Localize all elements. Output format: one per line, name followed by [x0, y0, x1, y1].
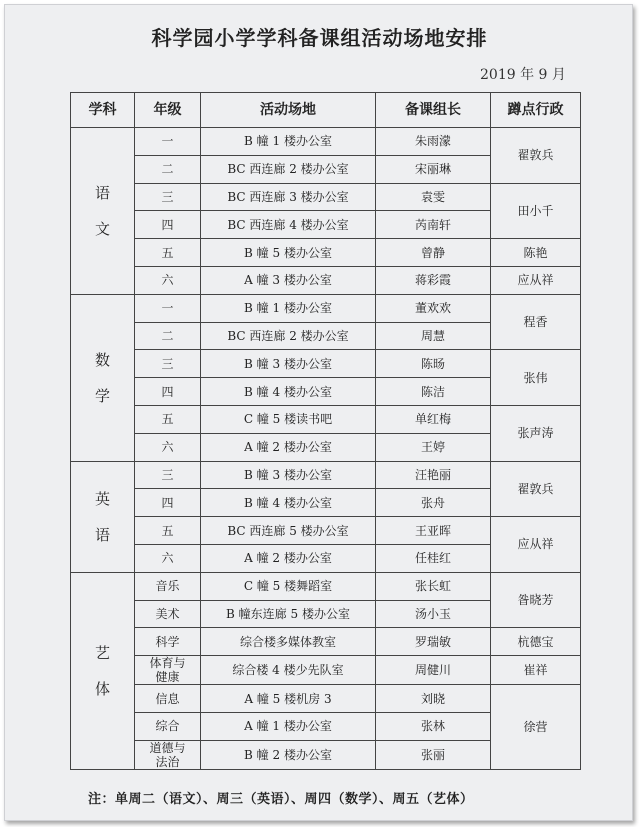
- admin-cell: 昝晓芳: [491, 572, 581, 628]
- leader-cell: 罗瑞敏: [376, 628, 491, 656]
- leader-cell: 袁雯: [376, 183, 491, 211]
- leader-cell: 朱雨濛: [376, 128, 491, 156]
- header-leader: 备课组长: [376, 93, 491, 128]
- grade-cell: 音乐: [135, 572, 201, 600]
- venue-cell: BC 西连廊 2 楼办公室: [201, 155, 376, 183]
- admin-cell: 陈艳: [491, 239, 581, 267]
- header-grade: 年级: [135, 93, 201, 128]
- venue-cell: BC 西连廊 2 楼办公室: [201, 322, 376, 350]
- grade-cell: 四: [135, 211, 201, 239]
- leader-cell: 王亚晖: [376, 517, 491, 545]
- venue-cell: B 幢 3 楼办公室: [201, 461, 376, 489]
- admin-cell: 杭德宝: [491, 628, 581, 656]
- table-row: [71, 350, 581, 378]
- leader-cell: 蒋彩霞: [376, 266, 491, 294]
- leader-cell: 张林: [376, 712, 491, 740]
- leader-cell: 宋丽琳: [376, 155, 491, 183]
- grade-cell: 体育与 健康: [135, 656, 201, 685]
- leader-cell: 芮南轩: [376, 211, 491, 239]
- venue-cell: 综合楼多媒体教室: [201, 628, 376, 656]
- grade-cell: 综合: [135, 712, 201, 740]
- grade-cell: 四: [135, 378, 201, 406]
- venue-cell: BC 西连廊 4 楼办公室: [201, 211, 376, 239]
- subject-char: 数: [94, 350, 110, 369]
- grade-cell: 三: [135, 461, 201, 489]
- leader-cell: 陈洁: [376, 378, 491, 406]
- grade-cell: 五: [135, 405, 201, 433]
- venue-cell: B 幢 5 楼办公室: [201, 239, 376, 267]
- document-date: 2019 年 9 月: [480, 67, 566, 83]
- table-row: [71, 656, 581, 685]
- table-row: [71, 461, 581, 489]
- admin-cell: 张声涛: [491, 405, 581, 461]
- venue-cell: B 幢 4 楼办公室: [201, 489, 376, 517]
- grade-cell: 三: [135, 350, 201, 378]
- table-row: [71, 405, 581, 433]
- venue-cell: BC 西连廊 3 楼办公室: [201, 183, 376, 211]
- table-row: [71, 685, 581, 713]
- subject-char: 艺: [94, 643, 110, 662]
- admin-cell: 翟敦兵: [491, 128, 581, 184]
- table-row: [71, 128, 581, 156]
- leader-cell: 汪艳丽: [376, 461, 491, 489]
- grade-cell: 六: [135, 266, 201, 294]
- leader-cell: 张丽: [376, 740, 491, 769]
- grade-cell: 五: [135, 239, 201, 267]
- subject-char: 语: [94, 183, 110, 202]
- subject-cell: [71, 461, 135, 572]
- venue-cell: B 幢 4 楼办公室: [201, 378, 376, 406]
- leader-cell: 刘晓: [376, 685, 491, 713]
- admin-cell: 程香: [491, 294, 581, 350]
- grade-cell: 科学: [135, 628, 201, 656]
- table-row: [71, 294, 581, 322]
- leader-cell: 周慧: [376, 322, 491, 350]
- table-row: [71, 572, 581, 600]
- venue-cell: 综合楼 4 楼少先队室: [201, 656, 376, 685]
- document-title: 科学园小学学科备课组活动场地安排: [151, 26, 488, 50]
- subject-char: 文: [94, 219, 110, 238]
- grade-cell: 六: [135, 544, 201, 572]
- grade-cell: 信息: [135, 685, 201, 713]
- venue-cell: B 幢 3 楼办公室: [201, 350, 376, 378]
- admin-cell: 应从祥: [491, 517, 581, 573]
- schedule-table: [70, 92, 581, 770]
- venue-cell: A 幢 2 楼办公室: [201, 433, 376, 461]
- grade-cell: 一: [135, 128, 201, 156]
- leader-cell: 曾静: [376, 239, 491, 267]
- venue-cell: B 幢东连廊 5 楼办公室: [201, 600, 376, 628]
- leader-cell: 董欢欢: [376, 294, 491, 322]
- subject-cell: [71, 294, 135, 461]
- venue-cell: BC 西连廊 5 楼办公室: [201, 517, 376, 545]
- subject-char: 英: [94, 489, 110, 508]
- leader-cell: 王婷: [376, 433, 491, 461]
- header-venue: 活动场地: [201, 93, 376, 128]
- venue-cell: B 幢 2 楼办公室: [201, 740, 376, 769]
- leader-cell: 周健川: [376, 656, 491, 685]
- venue-cell: A 幢 2 楼办公室: [201, 544, 376, 572]
- admin-cell: 张伟: [491, 350, 581, 406]
- grade-cell: 一: [135, 294, 201, 322]
- venue-cell: A 幢 3 楼办公室: [201, 266, 376, 294]
- subject-char: 学: [94, 386, 110, 405]
- venue-cell: A 幢 5 楼机房 3: [201, 685, 376, 713]
- grade-cell: 五: [135, 517, 201, 545]
- leader-cell: 单红梅: [376, 405, 491, 433]
- grade-cell: 二: [135, 155, 201, 183]
- grade-cell: 六: [135, 433, 201, 461]
- footnote: 注：单周二（语文）、周三（英语）、周四（数学）、周五（艺体）: [88, 792, 474, 807]
- admin-cell: 崔祥: [491, 656, 581, 685]
- venue-cell: C 幢 5 楼读书吧: [201, 405, 376, 433]
- subject-cell: [71, 128, 135, 295]
- admin-cell: 应从祥: [491, 266, 581, 294]
- leader-cell: 汤小玉: [376, 600, 491, 628]
- header-admin: 蹲点行政: [491, 93, 581, 128]
- leader-cell: 任桂红: [376, 544, 491, 572]
- leader-cell: 张舟: [376, 489, 491, 517]
- table-row: [71, 266, 581, 294]
- header-subject: 学科: [71, 93, 135, 128]
- venue-cell: A 幢 1 楼办公室: [201, 712, 376, 740]
- admin-cell: 徐营: [491, 685, 581, 770]
- subject-char: 体: [94, 679, 110, 698]
- grade-cell: 道德与 法治: [135, 740, 201, 769]
- admin-cell: 翟敦兵: [491, 461, 581, 517]
- admin-cell: 田小千: [491, 183, 581, 239]
- grade-cell: 美术: [135, 600, 201, 628]
- leader-cell: 张长虹: [376, 572, 491, 600]
- subject-char: 语: [94, 525, 110, 544]
- grade-cell: 三: [135, 183, 201, 211]
- grade-cell: 二: [135, 322, 201, 350]
- header-row: [71, 93, 581, 128]
- table-row: [71, 183, 581, 211]
- venue-cell: B 幢 1 楼办公室: [201, 128, 376, 156]
- leader-cell: 陈旸: [376, 350, 491, 378]
- subject-cell: [71, 572, 135, 769]
- venue-cell: B 幢 1 楼办公室: [201, 294, 376, 322]
- table-row: [71, 628, 581, 656]
- table-row: [71, 517, 581, 545]
- grade-cell: 四: [135, 489, 201, 517]
- table-row: [71, 239, 581, 267]
- venue-cell: C 幢 5 楼舞蹈室: [201, 572, 376, 600]
